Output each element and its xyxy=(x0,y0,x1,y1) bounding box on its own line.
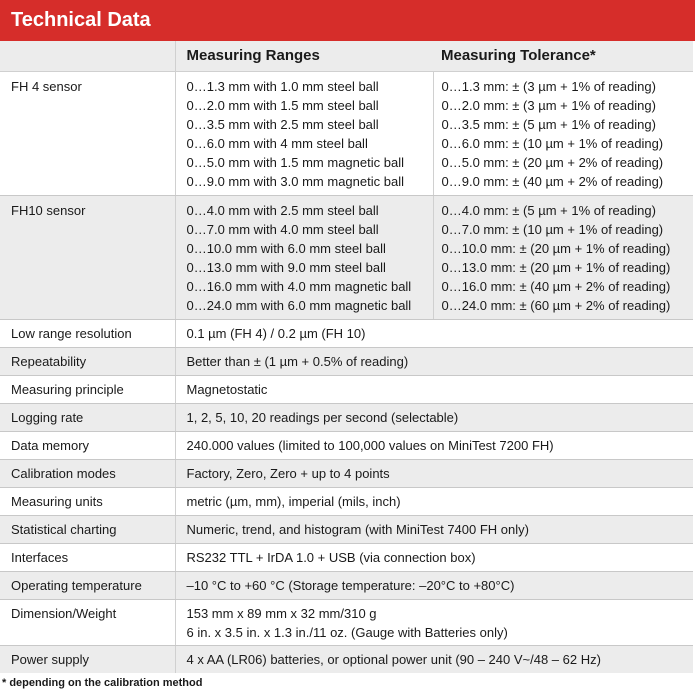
range-line: 0…1.3 mm with 1.0 mm steel ball xyxy=(186,79,379,94)
technical-data-banner xyxy=(0,0,695,41)
tolerance-line: 0…3.5 mm: ± (5 µm + 1% of reading) xyxy=(441,117,656,132)
dimension-line-metric: 153 mm x 89 mm x 32 mm/310 g xyxy=(186,606,377,621)
spec-row-calibration-modes xyxy=(0,460,693,488)
sensor-name: FH10 sensor xyxy=(11,203,86,218)
spec-row-measuring-principle xyxy=(0,376,693,404)
spec-label: Calibration modes xyxy=(0,460,175,488)
sensor-row-fh10 xyxy=(0,196,693,320)
spec-row-low-range-resolution xyxy=(0,320,693,348)
header-measuring-ranges: Measuring Ranges xyxy=(175,41,433,72)
header-blank xyxy=(0,41,175,72)
header-measuring-tolerance: Measuring Tolerance* xyxy=(433,41,693,72)
sensor-ranges xyxy=(175,196,433,320)
technical-data-table xyxy=(0,41,693,673)
spec-row-data-memory xyxy=(0,432,693,460)
spec-value: 240.000 values (limited to 100,000 values on MiniTest 7200 FH) xyxy=(175,432,693,460)
spec-label: Power supply xyxy=(0,646,175,674)
range-line: 0…7.0 mm with 4.0 mm steel ball xyxy=(186,222,379,237)
range-line: 0…6.0 mm with 4 mm steel ball xyxy=(186,136,368,151)
spec-label: Measuring units xyxy=(0,488,175,516)
tolerance-line: 0…2.0 mm: ± (3 µm + 1% of reading) xyxy=(441,98,656,113)
spec-value: 0.1 µm (FH 4) / 0.2 µm (FH 10) xyxy=(175,320,693,348)
spec-label: Measuring principle xyxy=(0,376,175,404)
spec-label: Logging rate xyxy=(0,404,175,432)
range-line: 0…16.0 mm with 4.0 mm magnetic ball xyxy=(186,279,412,294)
spec-value: –10 °C to +60 °C (Storage temperature: –20°C to +80°C) xyxy=(175,572,693,600)
range-line: 0…24.0 mm with 6.0 mm magnetic ball xyxy=(186,298,412,313)
tolerance-line: 0…4.0 mm: ± (5 µm + 1% of reading) xyxy=(441,203,656,218)
spec-row-measuring-units xyxy=(0,488,693,516)
spec-label: Interfaces xyxy=(0,544,175,572)
tolerance-line: 0…24.0 mm: ± (60 µm + 2% of reading) xyxy=(441,298,671,313)
spec-label: Statistical charting xyxy=(0,516,175,544)
spec-row-dimension-weight xyxy=(0,600,693,646)
spec-value: Numeric, trend, and histogram (with MiniTest 7400 FH only) xyxy=(175,516,693,544)
spec-row-repeatability xyxy=(0,348,693,376)
tolerance-line: 0…1.3 mm: ± (3 µm + 1% of reading) xyxy=(441,79,656,94)
range-line: 0…9.0 mm with 3.0 mm magnetic ball xyxy=(186,174,404,189)
table-header-row xyxy=(0,41,693,72)
spec-value: RS232 TTL + IrDA 1.0 + USB (via connection box) xyxy=(175,544,693,572)
range-line: 0…10.0 mm with 6.0 mm steel ball xyxy=(186,241,386,256)
banner-title: Technical Data xyxy=(11,9,151,31)
spec-value: Factory, Zero, Zero + up to 4 points xyxy=(175,460,693,488)
range-line: 0…4.0 mm with 2.5 mm steel ball xyxy=(186,203,379,218)
sensor-name: FH 4 sensor xyxy=(11,79,82,94)
spec-value: 1, 2, 5, 10, 20 readings per second (selectable) xyxy=(175,404,693,432)
tolerance-line: 0…13.0 mm: ± (20 µm + 1% of reading) xyxy=(441,260,671,275)
range-line: 0…2.0 mm with 1.5 mm steel ball xyxy=(186,98,379,113)
spec-value: metric (µm, mm), imperial (mils, inch) xyxy=(175,488,693,516)
footnote: * depending on the calibration method xyxy=(2,677,203,689)
spec-row-logging-rate xyxy=(0,404,693,432)
tolerance-line: 0…5.0 mm: ± (20 µm + 2% of reading) xyxy=(441,155,664,170)
spec-value: Better than ± (1 µm + 0.5% of reading) xyxy=(175,348,693,376)
range-line: 0…5.0 mm with 1.5 mm magnetic ball xyxy=(186,155,404,170)
spec-value: Magnetostatic xyxy=(175,376,693,404)
range-line: 0…3.5 mm with 2.5 mm steel ball xyxy=(186,117,379,132)
spec-label: Repeatability xyxy=(0,348,175,376)
tolerance-line: 0…6.0 mm: ± (10 µm + 1% of reading) xyxy=(441,136,664,151)
spec-label: Low range resolution xyxy=(0,320,175,348)
tolerance-line: 0…16.0 mm: ± (40 µm + 2% of reading) xyxy=(441,279,671,294)
sensor-ranges xyxy=(175,72,433,196)
range-line: 0…13.0 mm with 9.0 mm steel ball xyxy=(186,260,386,275)
sensor-tolerances xyxy=(433,72,693,196)
tolerance-line: 0…10.0 mm: ± (20 µm + 1% of reading) xyxy=(441,241,671,256)
tolerance-line: 0…7.0 mm: ± (10 µm + 1% of reading) xyxy=(441,222,664,237)
sensor-tolerances xyxy=(433,196,693,320)
dimension-line-imperial: 6 in. x 3.5 in. x 1.3 in./11 oz. (Gauge with Batteries only) xyxy=(186,625,508,640)
spec-value xyxy=(175,600,693,646)
spec-row-power-supply xyxy=(0,646,693,674)
spec-label: Data memory xyxy=(0,432,175,460)
spec-row-statistical-charting xyxy=(0,516,693,544)
spec-row-operating-temperature xyxy=(0,572,693,600)
spec-label: Operating temperature xyxy=(0,572,175,600)
sensor-row-fh4 xyxy=(0,72,693,196)
spec-value: 4 x AA (LR06) batteries, or optional power unit (90 – 240 V~/48 – 62 Hz) xyxy=(175,646,693,674)
spec-row-interfaces xyxy=(0,544,693,572)
spec-label: Dimension/Weight xyxy=(0,600,175,646)
tolerance-line: 0…9.0 mm: ± (40 µm + 2% of reading) xyxy=(441,174,664,189)
